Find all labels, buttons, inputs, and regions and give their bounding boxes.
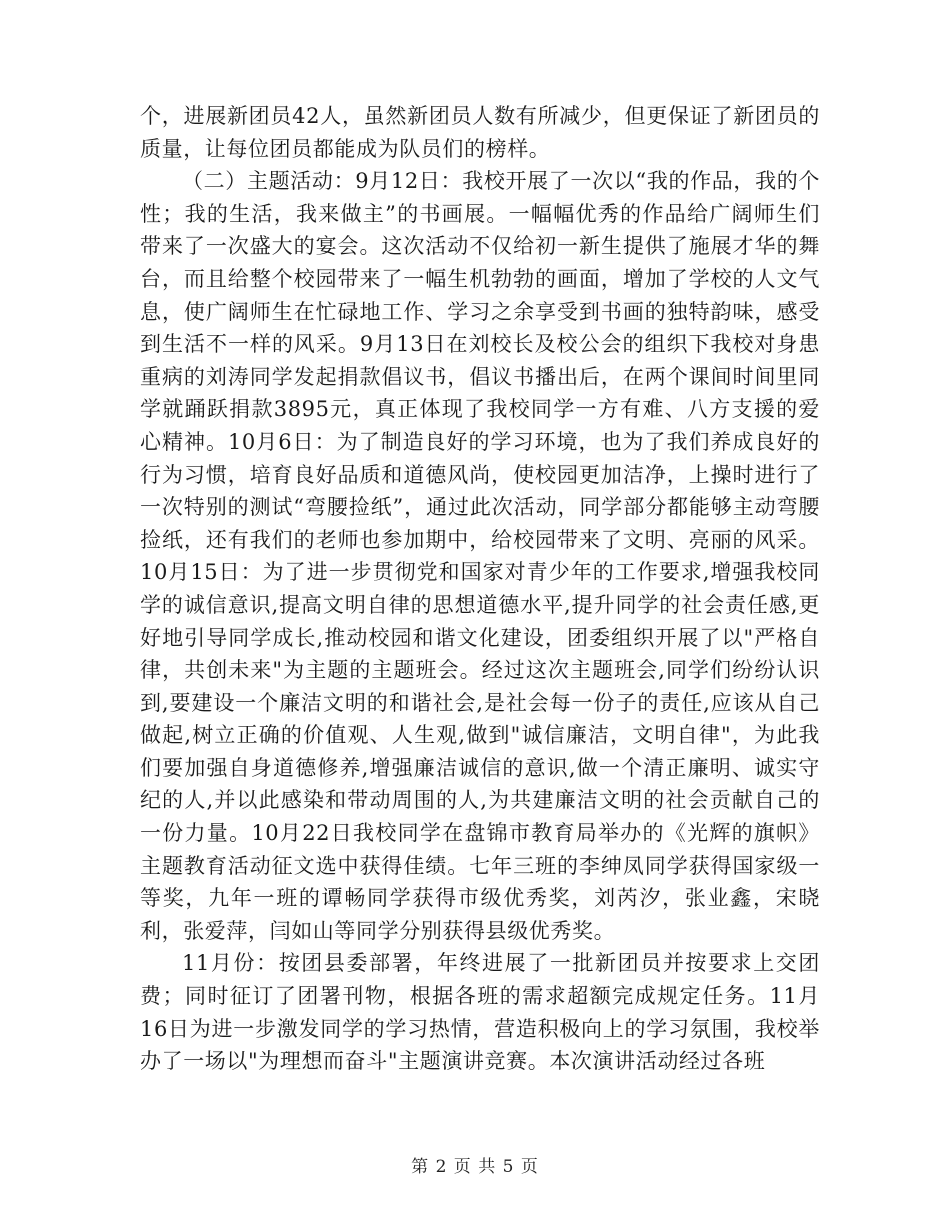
paragraph-1: 个，进展新团员42人，虽然新团员人数有所减少，但更保证了新团员的质量，让每位团员都能成为队员们的榜样。 bbox=[140, 104, 820, 161]
paragraph-2: （二）主题活动：9月12日：我校开展了一次以“我的作品，我的个性；我的生活，我来做主”的书画展。一幅幅优秀的作品给广阔师生们带来了一次盛大的宴会。这次活动不仅给初一新生提供了施展才华的舞台，而且给整个校园带来了一幅生机勃勃的画面，增加了学校的人文气息，使广阔师生在忙碌地工作、学习之余享受到书画的独特韵味，感受到生活不一样的风采。9月13日在刘校长及校公会的组织下我校对身患重病的刘涛同学发起捐款倡议书，倡议书播出后，在两个课间时间里同学就踊跃捐款3895元，真正体现了我校同学一方有难、八方支援的爱心精神。10月6日：为了制造良好的学习环境，也为了我们养成良好的行为习惯，培育良好品质和道德风尚，使校园更加洁净，上操时进行了一次特别的测试“弯腰捡纸”，通过此次活动，同学部分都能够主动弯腰捡纸，还有我们的老师也参加期中，给校园带来了文明、亮丽的风采。10月15日：为了进一步贯彻党和国家对青少年的工作要求,增强我校同学的诚信意识,提高文明自律的思想道德水平,提升同学的社会责任感,更好地引导同学成长,推动校园和谐文化建设，团委组织开展了以"严格自律，共创未来"为主题的主题班会。经过这次主题班会,同学们纷纷认识到,要建设一个廉洁文明的和谐社会,是社会每一份子的责任,应该从自己做起,树立正确的价值观、人生观,做到"诚信廉洁，文明自律"，为此我们要加强自身道德修养,增强廉洁诚信的意识,做一个清正廉明、诚实守纪的人,并以此感染和带动周围的人,为共建廉洁文明的社会贡献自己的一份力量。10月22日我校同学在盘锦市教育局举办的《光辉的旗帜》主题教育活动征文选中获得佳绩。七年三班的李绅凤同学获得国家级一等奖，九年一班的谭畅同学获得市级优秀奖，刘芮汐，张业鑫，宋晓利，张爱萍，闫如山等同学分别获得县级优秀奖。 bbox=[140, 169, 820, 943]
paragraph-3: 11月份：按团县委部署，年终进展了一批新团员并按要求上交团费；同时征订了团署刊物，根据各班的需求超额完成规定任务。11月16日为进一步激发同学的学习热情，营造积极向上的学习氛围，我校举办了一场以"为理想而奋斗"主题演讲竞赛。本次演讲活动经过各班 bbox=[140, 951, 820, 1074]
document-body bbox=[140, 100, 820, 1078]
page-number-footer: 第 2 页 共 5 页 bbox=[411, 1157, 539, 1177]
